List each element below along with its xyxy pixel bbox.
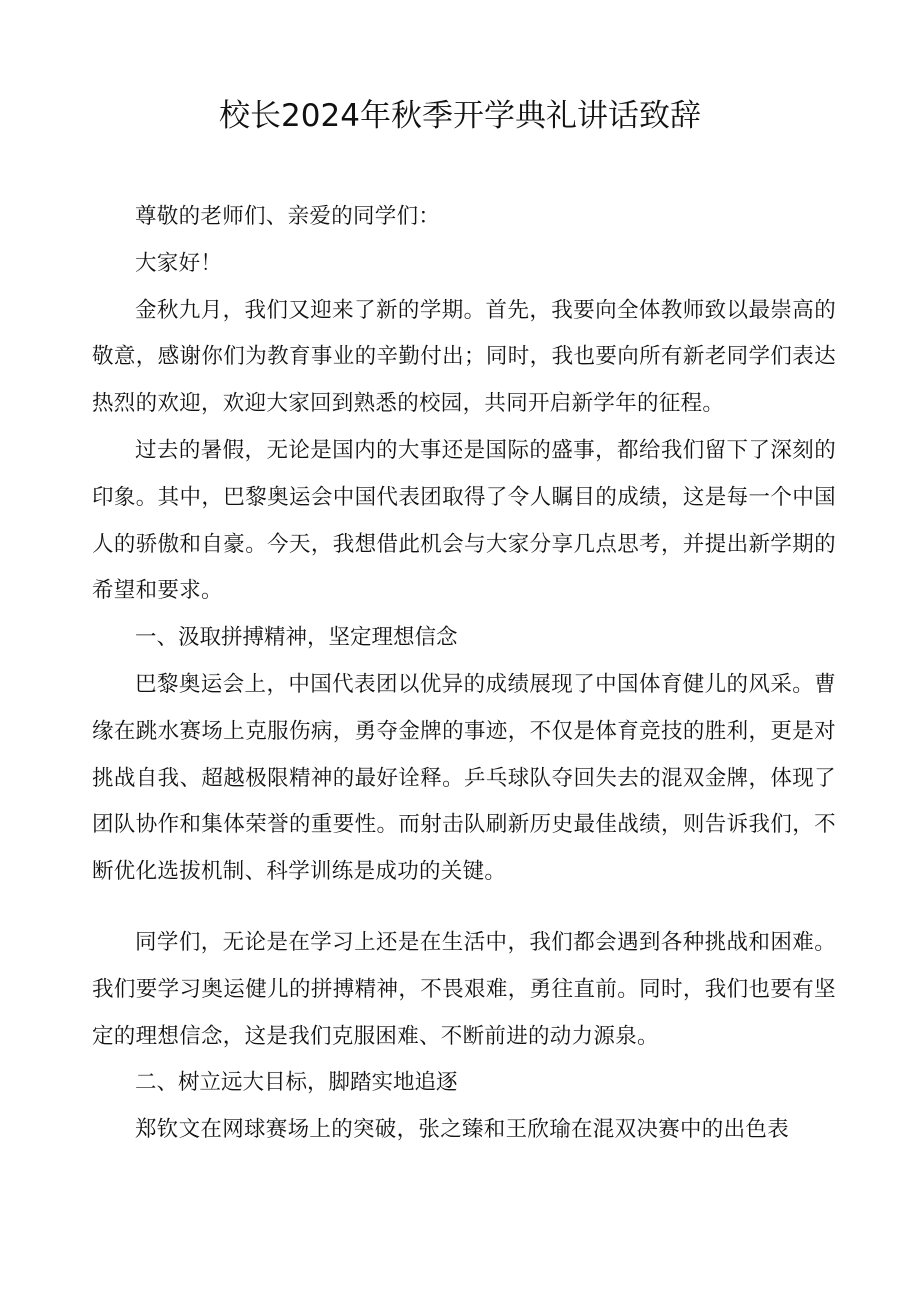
section-2-heading: 二、树立远大目标，脚踏实地追逐 <box>135 1070 458 1096</box>
paragraph-gap <box>92 896 836 920</box>
section-1-paragraph: 同学们，无论是在学习上还是在生活中，我们都会遇到各种挑战和困难。我们要学习奥运健儿的拼搏精神，不畏艰难，勇往直前。同时，我们也要有坚定的理想信念，这是我们克服困难、不断前进的动力源泉。 <box>92 929 836 1049</box>
document-body <box>92 194 836 1154</box>
section-1-paragraph: 巴黎奥运会上，中国代表团以优异的成绩展现了中国体育健儿的风采。曹缘在跳水赛场上克服伤病，勇夺金牌的事迹，不仅是体育竞技的胜利，更是对挑战自我、超越极限精神的最好诠释。乒乓球队夺回失去的混双金牌，体现了团队协作和集体荣誉的重要性。而射击队刷新历史最佳战绩，则告诉我们，不断优化选拔机制、科学训练是成功的关键。 <box>92 671 836 885</box>
document-title: 校长2024年秋季开学典礼讲话致辞 <box>219 98 701 134</box>
paragraph-intro: 金秋九月，我们又迎来了新的学期。首先，我要向全体教师致以最崇高的敬意，感谢你们为教育事业的辛勤付出；同时，我也要向所有新老同学们表达热烈的欢迎，欢迎大家回到熟悉的校园，共同开启新学年的征程。 <box>92 297 836 417</box>
paragraph-summer: 过去的暑假，无论是国内的大事还是国际的盛事，都给我们留下了深刻的印象。其中，巴黎奥运会中国代表团取得了令人瞩目的成绩，这是每一个中国人的骄傲和自豪。今天，我想借此机会与大家分享几点思考，并提出新学期的希望和要求。 <box>92 437 836 604</box>
section-2-paragraph: 郑钦文在网球赛场上的突破，张之臻和王欣瑜在混双决赛中的出色表 <box>135 1117 790 1143</box>
salutation: 尊敬的老师们、亲爱的同学们： <box>135 204 441 229</box>
section-1-heading: 一、汲取拼搏精神，坚定理想信念 <box>135 625 458 651</box>
greeting: 大家好！ <box>135 250 223 276</box>
